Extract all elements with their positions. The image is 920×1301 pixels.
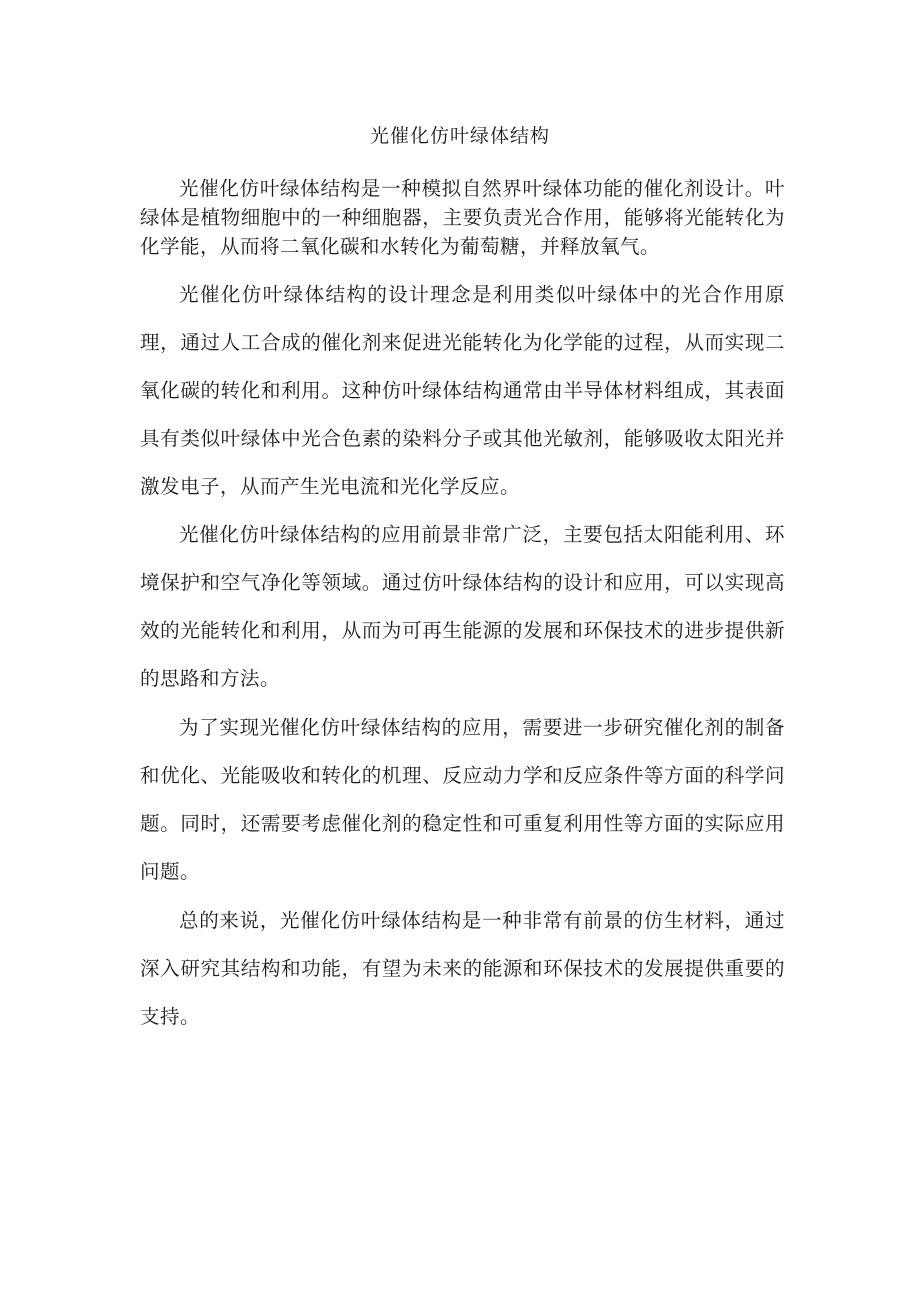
paragraph-intro: 光催化仿叶绿体结构是一种模拟自然界叶绿体功能的催化剂设计。叶绿体是植物细胞中的一种细胞器，主要负责光合作用，能够将光能转化为化学能，从而将二氧化碳和水转化为葡萄糖，并释放氧气。 [140,177,785,258]
paragraph-applications: 光催化仿叶绿体结构的应用前景非常广泛，主要包括太阳能利用、环境保护和空气净化等领域。通过仿叶绿体结构的设计和应用，可以实现高效的光能转化和利用，从而为可再生能源的发展和环保技术的进步提供新的思路和方法。 [140,523,785,690]
paragraph-conclusion: 总的来说，光催化仿叶绿体结构是一种非常有前景的仿生材料，通过深入研究其结构和功能，有望为未来的能源和环保技术的发展提供重要的支持。 [140,909,785,1028]
paragraph-design-concept: 光催化仿叶绿体结构的设计理念是利用类似叶绿体中的光合作用原理，通过人工合成的催化剂来促进光能转化为化学能的过程，从而实现二氧化碳的转化和利用。这种仿叶绿体结构通常由半导体材料组成，其表面具有类似叶绿体中光合色素的染料分子或其他光敏剂，能够吸收太阳光并激发电子，从而产生光电流和光化学反应。 [140,283,785,498]
document-title: 光催化仿叶绿体结构 [369,125,550,147]
paragraph-research-needs: 为了实现光催化仿叶绿体结构的应用，需要进一步研究催化剂的制备和优化、光能吸收和转化的机理、反应动力学和反应条件等方面的科学问题。同时，还需要考虑催化剂的稳定性和可重复利用性等方面的实际应用问题。 [140,716,785,883]
